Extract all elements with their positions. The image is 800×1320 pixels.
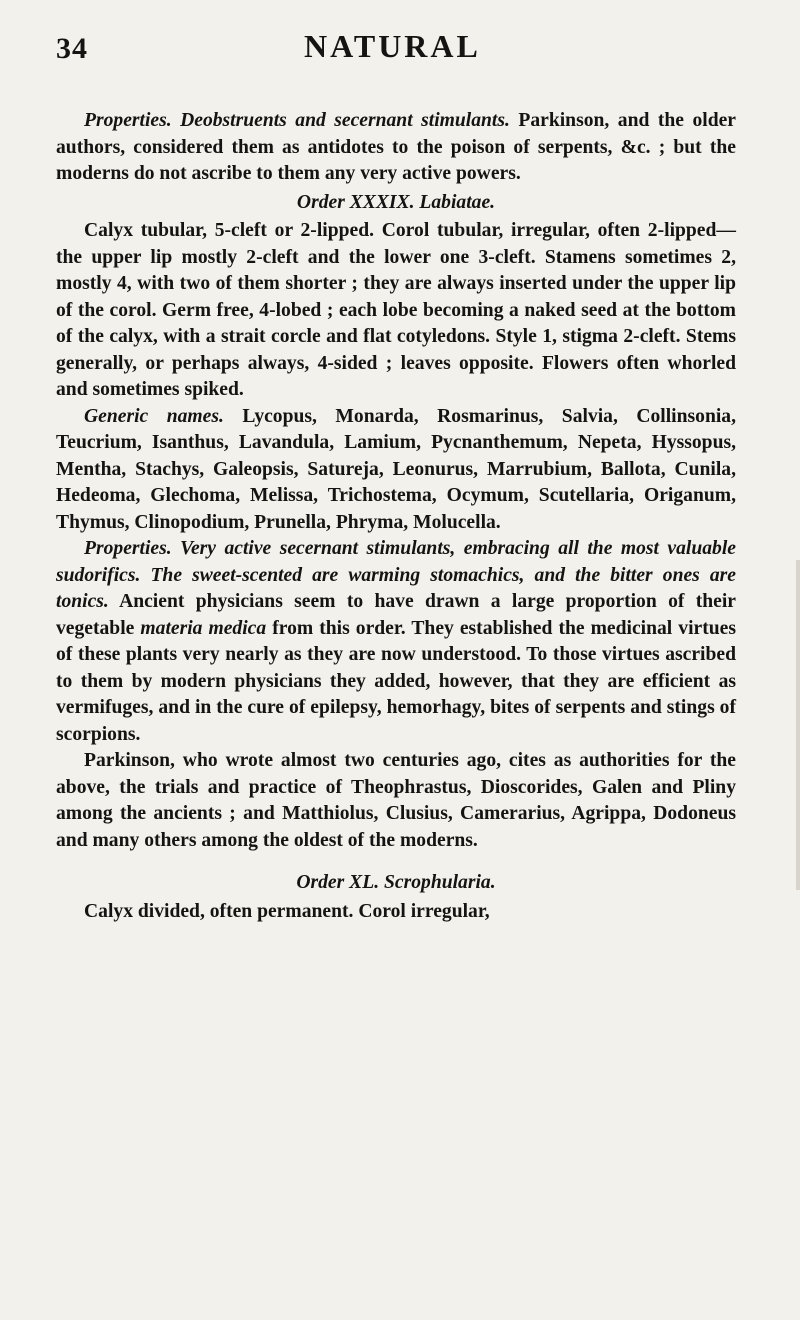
generic-names-list: Lycopus, Monarda, Rosmarinus, Salvia, Collinsonia, Teucrium, Isanthus, Lavandula, Lamium, Pycnanthemum, Nepeta, Hyssopus, Mentha, Stachys, Galeopsis, Satureja, Leonurus, Marrubium, Ballota, Cunila, Hedeoma, Glechoma, Melissa, Trichostema, Ocymum, Scutellaria, Origanum, Thymus, Clinopodium, Prunella, Phryma, Molucella. [56, 405, 736, 533]
order-number: Order XXXIX. [296, 191, 415, 213]
page-edge-shadow [796, 560, 800, 890]
materia-medica-term: materia medica [140, 617, 267, 639]
page-header [56, 14, 760, 74]
order-heading-40 [56, 868, 736, 899]
calyx-paragraph: Calyx divided, often permanent. Corol irregular, [84, 900, 490, 922]
order-heading-39 [56, 188, 736, 219]
order-name: Scrophularia. [384, 872, 496, 893]
properties-label: Properties. [84, 110, 172, 131]
properties-paragraph-1 [56, 108, 736, 188]
properties-text-cont: from this order. They established the medicinal virtues of these plants very nearly as they are now understood. To those virtues ascribed to them by modern physicians they added, however, that they are efficient as vermifuges, and in the cure of epilepsy, hemorhagy, bites of serpents and stings of scorpions. [56, 617, 736, 745]
generic-names-label: Generic names. [84, 405, 224, 427]
order-number: Order XL. [296, 872, 380, 893]
running-head: NATURAL [304, 28, 481, 64]
properties-italic-text: Very active secernant stimulants, embracing all the most valuable sudorifics. The sweet-scented are warming stomachics, and the bitter ones are tonics. [56, 538, 736, 612]
description-paragraph: Calyx tubular, 5-cleft or 2-lipped. Corol tubular, irregular, often 2-lipped—the upper lip mostly 2-cleft and the lower one 3-cleft. Stamens sometimes 2, mostly 4, with two of them shorter ; they are always inserted under the upper lip of the corol. Germ free, 4-lobed ; each lobe becoming a naked seed at the bottom of the calyx, with a strait corcle and flat cotyledons. Style 1, stigma 2-cleft. Stems generally, or perhaps always, 4-sided ; leaves opposite. Flowers often whorled and sometimes spiked. [56, 220, 736, 400]
body-text [56, 108, 736, 925]
properties-paragraph-2 [56, 536, 736, 748]
parkinson-paragraph: Parkinson, who wrote almost two centuries ago, cites as authorities for the above, the trials and practice of Theophrastus, Dioscorides, Galen and Pliny among the ancients ; and Matthiolus, Clusius, Camerarius, Agrippa, Dodoneus and many others among the oldest of the moderns. [56, 750, 736, 851]
properties-text: Ancient physicians seem to have drawn a large proportion of their vegetable [56, 591, 736, 639]
generic-names-paragraph [56, 404, 736, 537]
order-name: Labiatae. [419, 191, 496, 213]
properties-label: Properties. [84, 538, 172, 559]
properties-text: Parkinson, and the older authors, considered them as antidotes to the poison of serpents, &c. ; but the moderns do not ascribe to them any very active powers. [56, 110, 736, 184]
page-number: 34 [56, 32, 88, 65]
properties-italic-text: Deobstruents and secernant stimulants. [180, 110, 510, 131]
